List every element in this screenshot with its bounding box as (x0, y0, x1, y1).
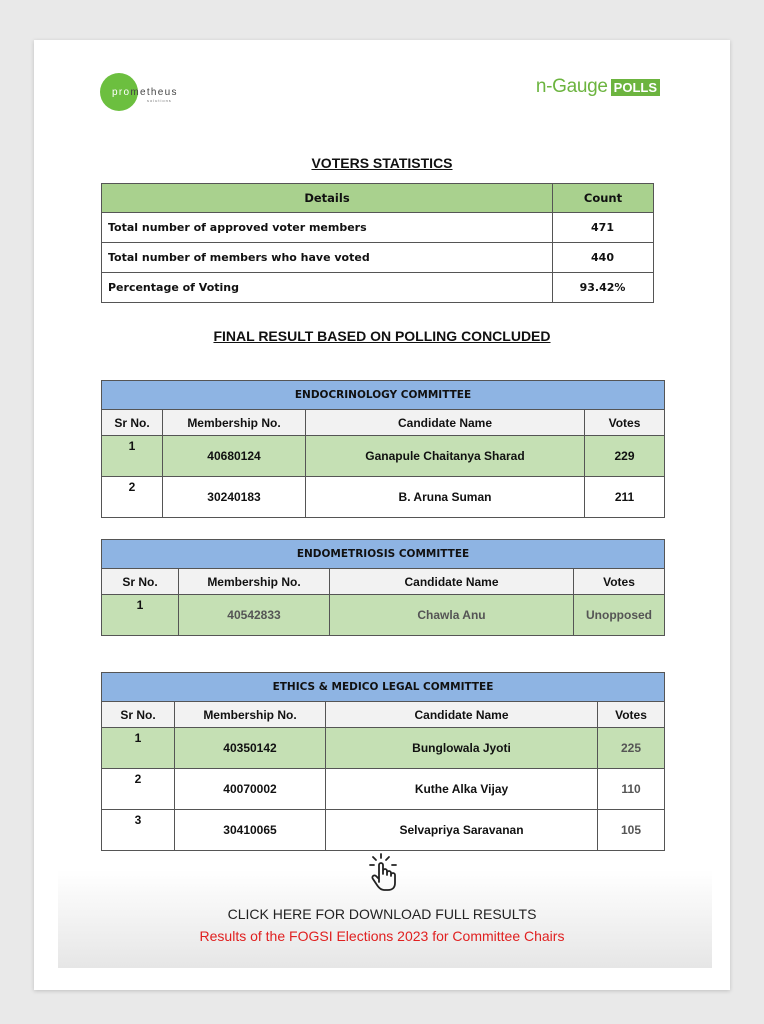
table-row (102, 213, 654, 243)
stat-value: 440 (553, 243, 654, 273)
table-row (102, 436, 665, 477)
committee-name: ENDOMETRIOSIS COMMITTEE (102, 540, 665, 569)
polls-badge: POLLS (611, 79, 660, 96)
stat-label: Total number of approved voter members (102, 213, 553, 243)
sr-no: 1 (102, 595, 179, 636)
sr-no: 2 (102, 769, 175, 810)
candidate-name: Bunglowala Jyoti (326, 728, 598, 769)
votes: Unopposed (574, 595, 665, 636)
stat-value: 471 (553, 213, 654, 243)
table-row (102, 243, 654, 273)
col-candidate: Candidate Name (330, 569, 574, 595)
col-candidate: Candidate Name (306, 410, 585, 436)
pointer-hand-icon[interactable] (368, 852, 400, 892)
sr-no: 3 (102, 810, 175, 851)
ngauge-polls-logo (536, 76, 660, 98)
col-votes: Votes (598, 702, 665, 728)
votes: 105 (598, 810, 665, 851)
logo-brand-pro: pro (112, 86, 131, 98)
voters-statistics-title: VOTERS STATISTICS (311, 155, 453, 171)
candidate-name: Ganapule Chaitanya Sharad (306, 436, 585, 477)
table-row (102, 595, 665, 636)
membership-no: 30410065 (175, 810, 326, 851)
col-membership: Membership No. (163, 410, 306, 436)
voters-statistics-table (101, 183, 654, 303)
table-row (102, 769, 665, 810)
membership-no: 40542833 (179, 595, 330, 636)
endocrinology-committee-table (101, 380, 665, 518)
stat-value: 93.42% (553, 273, 654, 303)
membership-no: 40070002 (175, 769, 326, 810)
stat-label: Total number of members who have voted (102, 243, 553, 273)
endometriosis-committee-table (101, 539, 665, 636)
fogsi-results-link[interactable]: Results of the FOGSI Elections 2023 for Committee Chairs (199, 928, 565, 944)
col-membership: Membership No. (175, 702, 326, 728)
stat-label: Percentage of Voting (102, 273, 553, 303)
sr-no: 1 (102, 436, 163, 477)
candidate-name: Kuthe Alka Vijay (326, 769, 598, 810)
votes: 211 (585, 477, 665, 518)
final-result-title: FINAL RESULT BASED ON POLLING CONCLUDED (213, 328, 551, 344)
col-membership: Membership No. (179, 569, 330, 595)
logo-sub: solutions (147, 98, 172, 103)
download-full-results-link[interactable]: CLICK HERE FOR DOWNLOAD FULL RESULTS (227, 906, 537, 922)
prometheus-logo (100, 73, 178, 111)
document-page (34, 40, 730, 990)
ngauge-brand: n-Gauge (535, 76, 608, 97)
table-row (102, 477, 665, 518)
votes: 225 (598, 728, 665, 769)
membership-no: 30240183 (163, 477, 306, 518)
ethics-committee-table (101, 672, 665, 851)
col-sr-no: Sr No. (102, 702, 175, 728)
candidate-name: Selvapriya Saravanan (326, 810, 598, 851)
table-row (102, 728, 665, 769)
votes: 229 (585, 436, 665, 477)
col-votes: Votes (574, 569, 665, 595)
membership-no: 40680124 (163, 436, 306, 477)
committee-name: ETHICS & MEDICO LEGAL COMMITTEE (102, 673, 665, 702)
col-sr-no: Sr No. (102, 410, 163, 436)
table-row (102, 810, 665, 851)
col-sr-no: Sr No. (102, 569, 179, 595)
col-details: Details (102, 184, 553, 213)
membership-no: 40350142 (175, 728, 326, 769)
col-candidate: Candidate Name (326, 702, 598, 728)
sr-no: 1 (102, 728, 175, 769)
votes: 110 (598, 769, 665, 810)
committee-name: ENDOCRINOLOGY COMMITTEE (102, 381, 665, 410)
logo-brand-rest: metheus (130, 86, 178, 98)
table-row (102, 273, 654, 303)
col-votes: Votes (585, 410, 665, 436)
col-count: Count (553, 184, 654, 213)
candidate-name: Chawla Anu (330, 595, 574, 636)
sr-no: 2 (102, 477, 163, 518)
candidate-name: B. Aruna Suman (306, 477, 585, 518)
